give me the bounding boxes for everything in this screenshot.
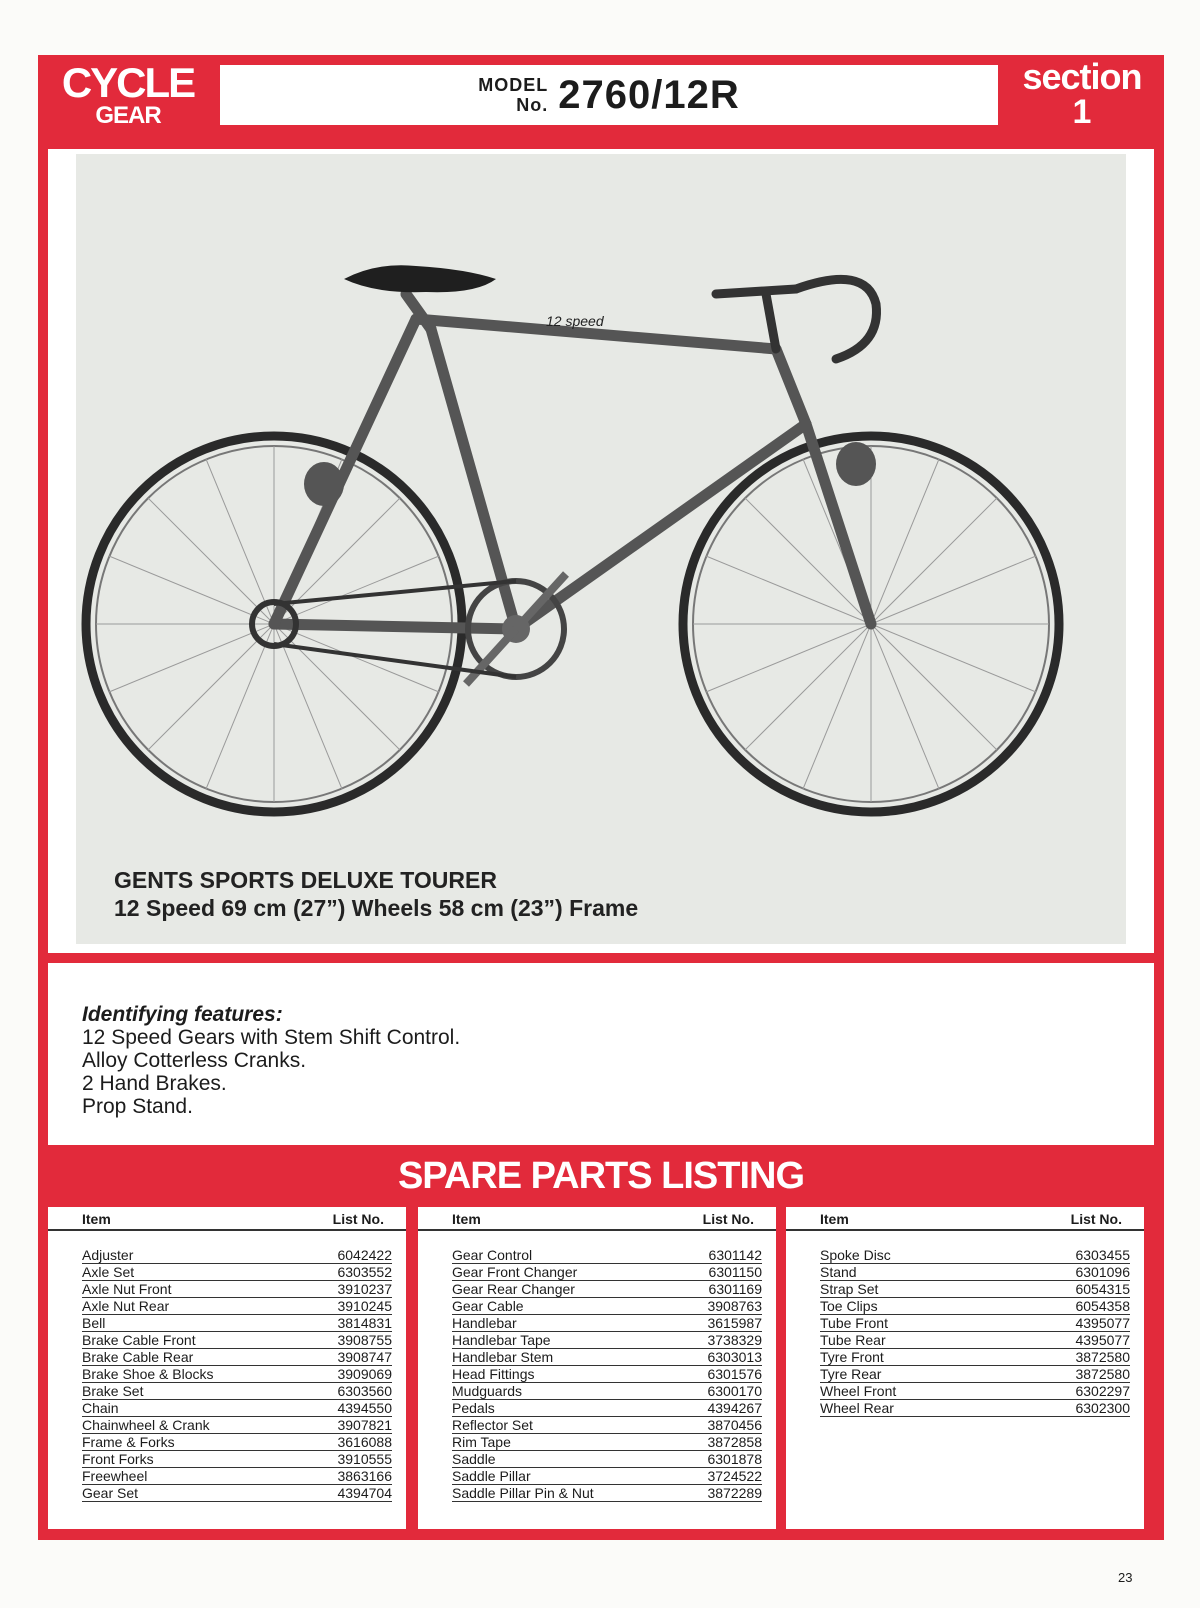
part-list-no: 6303013 bbox=[707, 1349, 762, 1365]
parts-row bbox=[82, 1349, 392, 1366]
parts-row bbox=[452, 1468, 762, 1485]
part-list-no: 6301096 bbox=[1075, 1264, 1130, 1280]
parts-rows bbox=[418, 1247, 776, 1502]
part-list-no: 3738329 bbox=[707, 1332, 762, 1348]
part-name: Gear Control bbox=[452, 1247, 533, 1263]
part-name: Chainwheel & Crank bbox=[82, 1417, 210, 1433]
parts-row bbox=[452, 1451, 762, 1468]
parts-row bbox=[82, 1400, 392, 1417]
parts-row bbox=[452, 1349, 762, 1366]
part-list-no: 6302297 bbox=[1075, 1383, 1130, 1399]
parts-row bbox=[820, 1349, 1130, 1366]
parts-row bbox=[820, 1366, 1130, 1383]
part-name: Saddle bbox=[452, 1451, 496, 1467]
part-list-no: 3910237 bbox=[337, 1281, 392, 1297]
parts-row bbox=[452, 1298, 762, 1315]
features-title: Identifying features: bbox=[82, 1003, 283, 1026]
part-name: Tube Front bbox=[820, 1315, 888, 1331]
list-no-header: List No. bbox=[702, 1211, 754, 1227]
part-list-no: 6054358 bbox=[1075, 1298, 1130, 1314]
section-number: 1 bbox=[1072, 93, 1092, 131]
parts-row bbox=[452, 1264, 762, 1281]
part-name: Gear Rear Changer bbox=[452, 1281, 575, 1297]
part-list-no: 3907821 bbox=[337, 1417, 392, 1433]
parts-row bbox=[452, 1247, 762, 1264]
parts-row bbox=[452, 1281, 762, 1298]
part-name: Handlebar Tape bbox=[452, 1332, 551, 1348]
parts-row bbox=[82, 1247, 392, 1264]
parts-column-3 bbox=[786, 1207, 1144, 1529]
bicycle-illustration bbox=[76, 154, 1126, 944]
parts-row bbox=[82, 1417, 392, 1434]
parts-rows bbox=[48, 1247, 406, 1502]
part-list-no: 6303560 bbox=[337, 1383, 392, 1399]
parts-row bbox=[82, 1264, 392, 1281]
part-list-no: 3908763 bbox=[707, 1298, 762, 1314]
part-list-no: 3909069 bbox=[337, 1366, 392, 1382]
part-name: Gear Set bbox=[82, 1485, 139, 1501]
parts-row bbox=[452, 1332, 762, 1349]
part-list-no: 4394267 bbox=[707, 1400, 762, 1416]
photo-caption bbox=[114, 866, 638, 922]
part-name: Reflector Set bbox=[452, 1417, 533, 1433]
parts-row bbox=[820, 1264, 1130, 1281]
part-list-no: 4394550 bbox=[337, 1400, 392, 1416]
parts-column-header bbox=[786, 1207, 1144, 1231]
part-list-no: 6042422 bbox=[337, 1247, 392, 1263]
parts-row bbox=[82, 1315, 392, 1332]
section-word: section bbox=[1022, 56, 1142, 97]
part-list-no: 3910245 bbox=[337, 1298, 392, 1314]
page-frame bbox=[38, 55, 1164, 1540]
model-label-1: MODEL bbox=[478, 75, 549, 95]
part-list-no: 3616088 bbox=[337, 1434, 392, 1450]
part-list-no: 6300170 bbox=[707, 1383, 762, 1399]
part-list-no: 4395077 bbox=[1075, 1315, 1130, 1331]
parts-row bbox=[82, 1451, 392, 1468]
part-list-no: 6054315 bbox=[1075, 1281, 1130, 1297]
part-name: Saddle Pillar Pin & Nut bbox=[452, 1485, 594, 1501]
model-number: 2760/12R bbox=[558, 72, 740, 117]
cycle-gear-logo bbox=[38, 55, 218, 131]
part-name: Wheel Front bbox=[820, 1383, 897, 1399]
bicycle-photo bbox=[76, 154, 1126, 944]
item-header: Item bbox=[820, 1211, 849, 1227]
part-name: Bell bbox=[82, 1315, 106, 1331]
part-list-no: 3863166 bbox=[337, 1468, 392, 1484]
model-label-2: No. bbox=[516, 95, 549, 115]
parts-row bbox=[820, 1247, 1130, 1264]
parts-row bbox=[82, 1332, 392, 1349]
part-list-no: 6302300 bbox=[1075, 1400, 1130, 1416]
spare-parts-title: SPARE PARTS LISTING bbox=[397, 1155, 805, 1197]
part-list-no: 3872580 bbox=[1075, 1349, 1130, 1365]
part-list-no: 3908755 bbox=[337, 1332, 392, 1348]
part-name: Tyre Rear bbox=[820, 1366, 882, 1382]
part-list-no: 4394704 bbox=[337, 1485, 392, 1501]
part-name: Stand bbox=[820, 1264, 857, 1280]
parts-row bbox=[820, 1332, 1130, 1349]
parts-row bbox=[452, 1383, 762, 1400]
model-header bbox=[220, 65, 998, 125]
parts-column-header bbox=[418, 1207, 776, 1231]
list-no-header: List No. bbox=[1070, 1211, 1122, 1227]
part-name: Brake Cable Front bbox=[82, 1332, 196, 1348]
parts-column-header bbox=[48, 1207, 406, 1231]
logo-line-2: GEAR bbox=[95, 102, 161, 129]
part-name: Brake Cable Rear bbox=[82, 1349, 194, 1365]
parts-row bbox=[820, 1298, 1130, 1315]
parts-column-2 bbox=[418, 1207, 776, 1529]
parts-row bbox=[82, 1298, 392, 1315]
part-name: Mudguards bbox=[452, 1383, 523, 1399]
list-no-header: List No. bbox=[332, 1211, 384, 1227]
part-name: Handlebar Stem bbox=[452, 1349, 554, 1365]
page-number: 23 bbox=[1118, 1570, 1133, 1585]
part-name: Frame & Forks bbox=[82, 1434, 175, 1450]
parts-row bbox=[82, 1383, 392, 1400]
part-name: Toe Clips bbox=[820, 1298, 878, 1314]
identifying-features bbox=[82, 1003, 460, 1118]
part-list-no: 3908747 bbox=[337, 1349, 392, 1365]
parts-row bbox=[82, 1485, 392, 1502]
part-name: Tube Rear bbox=[820, 1332, 886, 1348]
part-name: Brake Shoe & Blocks bbox=[82, 1366, 214, 1382]
spoke-disc-front bbox=[836, 442, 876, 486]
photo-panel bbox=[48, 149, 1154, 953]
part-list-no: 6301169 bbox=[708, 1281, 762, 1297]
logo-line-1: CYCLE bbox=[61, 59, 195, 106]
parts-row bbox=[82, 1468, 392, 1485]
parts-row bbox=[820, 1315, 1130, 1332]
part-list-no: 3724522 bbox=[707, 1468, 762, 1484]
parts-row bbox=[820, 1281, 1130, 1298]
parts-column-1 bbox=[48, 1207, 406, 1529]
part-name: Strap Set bbox=[820, 1281, 879, 1297]
part-list-no: 6303552 bbox=[337, 1264, 392, 1280]
part-list-no: 3872289 bbox=[707, 1485, 762, 1501]
part-name: Head Fittings bbox=[452, 1366, 535, 1382]
part-list-no: 6301142 bbox=[708, 1247, 762, 1263]
frame-decal: 12 speed bbox=[546, 313, 604, 329]
features-panel bbox=[48, 963, 1154, 1145]
part-list-no: 6301878 bbox=[707, 1451, 762, 1467]
part-name: Handlebar bbox=[452, 1315, 517, 1331]
model-label bbox=[478, 75, 548, 115]
parts-row bbox=[82, 1434, 392, 1451]
caption-line-2: 12 Speed 69 cm (27”) Wheels 58 cm (23”) Frame bbox=[114, 895, 639, 921]
parts-row bbox=[452, 1400, 762, 1417]
parts-row bbox=[452, 1366, 762, 1383]
part-name: Axle Set bbox=[82, 1264, 135, 1280]
part-name: Saddle Pillar bbox=[452, 1468, 531, 1484]
spokes bbox=[96, 446, 1049, 802]
feature-item: 2 Hand Brakes. bbox=[82, 1072, 227, 1095]
parts-row bbox=[452, 1485, 762, 1502]
part-list-no: 6301150 bbox=[708, 1264, 762, 1280]
parts-row bbox=[82, 1366, 392, 1383]
parts-rows bbox=[786, 1247, 1144, 1417]
part-name: Axle Nut Front bbox=[82, 1281, 172, 1297]
feature-item: Prop Stand. bbox=[82, 1095, 193, 1118]
part-name: Pedals bbox=[452, 1400, 495, 1416]
part-list-no: 3870456 bbox=[707, 1417, 762, 1433]
part-list-no: 3910555 bbox=[337, 1451, 392, 1467]
parts-row bbox=[820, 1400, 1130, 1417]
item-header: Item bbox=[82, 1211, 111, 1227]
part-name: Spoke Disc bbox=[820, 1247, 891, 1263]
feature-item: Alloy Cotterless Cranks. bbox=[82, 1049, 307, 1072]
part-list-no: 3872580 bbox=[1075, 1366, 1130, 1382]
caption-line-1: GENTS SPORTS DELUXE TOURER bbox=[114, 867, 497, 893]
part-name: Brake Set bbox=[82, 1383, 144, 1399]
section-marker bbox=[1000, 55, 1164, 131]
part-list-no: 6303455 bbox=[1075, 1247, 1130, 1263]
parts-row bbox=[820, 1383, 1130, 1400]
part-list-no: 3872858 bbox=[707, 1434, 762, 1450]
part-name: Axle Nut Rear bbox=[82, 1298, 170, 1314]
parts-row bbox=[82, 1281, 392, 1298]
saddle bbox=[344, 265, 496, 292]
part-name: Freewheel bbox=[82, 1468, 148, 1484]
item-header: Item bbox=[452, 1211, 481, 1227]
feature-item: 12 Speed Gears with Stem Shift Control. bbox=[82, 1026, 461, 1049]
part-name: Wheel Rear bbox=[820, 1400, 894, 1416]
parts-row bbox=[452, 1434, 762, 1451]
part-name: Rim Tape bbox=[452, 1434, 511, 1450]
parts-row bbox=[452, 1417, 762, 1434]
part-list-no: 3814831 bbox=[337, 1315, 392, 1331]
part-list-no: 6301576 bbox=[707, 1366, 762, 1382]
part-list-no: 3615987 bbox=[707, 1315, 762, 1331]
parts-row bbox=[452, 1315, 762, 1332]
part-name: Adjuster bbox=[82, 1247, 134, 1263]
spoke-disc-rear bbox=[304, 462, 344, 506]
part-name: Gear Front Changer bbox=[452, 1264, 578, 1280]
part-name: Tyre Front bbox=[820, 1349, 884, 1365]
part-name: Gear Cable bbox=[452, 1298, 524, 1314]
part-name: Chain bbox=[82, 1400, 119, 1416]
part-name: Front Forks bbox=[82, 1451, 154, 1467]
part-list-no: 4395077 bbox=[1075, 1332, 1130, 1348]
